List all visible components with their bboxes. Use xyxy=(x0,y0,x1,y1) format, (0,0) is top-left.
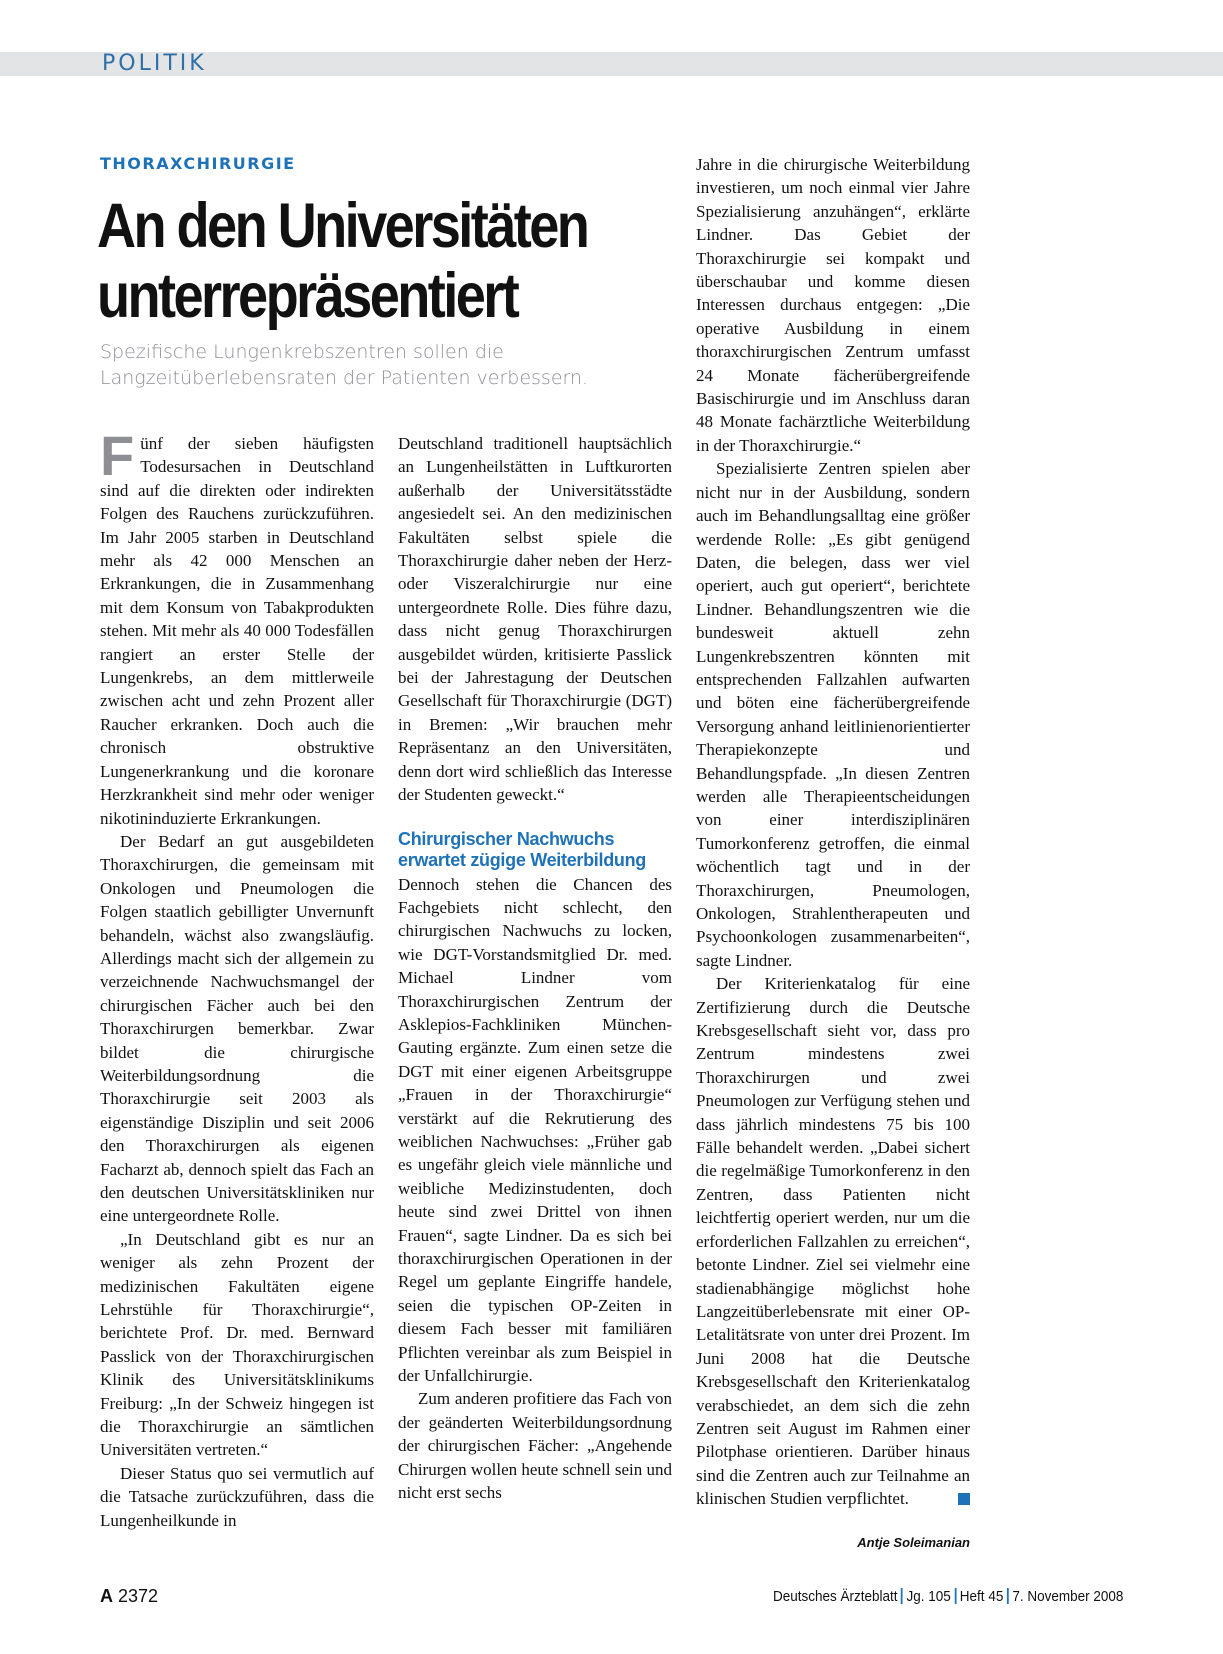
headline-line-2: unterrepräsentiert xyxy=(97,261,518,331)
footer-separator xyxy=(1007,1588,1009,1604)
paragraph: Dieser Status quo sei vermutlich auf die Tatsache zurückzuführen, dass die Lungenheilkunde in xyxy=(100,1463,374,1530)
section-label: POLITIK xyxy=(102,51,207,76)
column-2 xyxy=(398,432,672,1504)
footer-separator xyxy=(901,1588,903,1604)
column-1 xyxy=(100,424,374,1532)
paragraph: Der Bedarf an gut ausgebildeten Thoraxchirurgen, die gemeinsam mit Onkologen und Pneumologen die Folgen staatlich gebilligter Unvernunft behandeln, wächst also zwangsläufig. Allerdings macht sich der allgemein zu verzeichnende Nachwuchsmangel der chirurgischen Fächer auch bei den Thoraxchirurgen bemerkbar. Zwar bildet die chirurgische Weiterbildungsordnung die Thoraxchirurgie seit 2003 als eigenständige Disziplin und seit 2006 den Thoraxchirurgen als eigenen Facharzt ab, dennoch spielt das Fach an den deutschen Universitätskliniken nur eine untergeordnete Rolle. xyxy=(100,831,374,1226)
byline: Antje Soleimanian xyxy=(857,1535,970,1550)
journal-name: Deutsches Ärzteblatt xyxy=(772,1588,898,1605)
subheading xyxy=(398,829,672,871)
headline-line-1: An den Universitäten xyxy=(97,191,588,261)
article-deck: Spezifische Lungenkrebszentren sollen die Langzeitüberlebensraten der Patienten verbessern. xyxy=(100,341,589,389)
page-number-value: 2372 xyxy=(118,1586,159,1606)
page-prefix: A xyxy=(100,1586,113,1606)
paragraph: Jahre in die chirurgische Weiterbildung investieren, um noch einmal vier Jahre Spezialisierung anzuhängen“, erklärte Lindner. Das Gebiet der Thoraxchirurgie sei kompakt und überschaubar und komme diesen Interessen durchaus entgegen: „Die operative Ausbildung in einem thoraxchirurgischen Zentrum umfasst 24 Monate fächerübergreifende Basischirurgie und im Anschluss daran 48 Monate fachärztliche Weiterbildung in der Thoraxchirurgie.“ xyxy=(696,155,970,455)
paragraph: „In Deutschland gibt es nur an weniger als zehn Prozent der medizinischen Fakultäten eigene Lehrstühle für Thoraxchirurgie“, berichtete Prof. Dr. med. Bernward Passlick von der Thoraxchirurgischen Klinik des Universitätsklinikums Freiburg: „In der Schweiz hingegen ist die Thoraxchirurgie an sämtlichen Universitäten vertreten.“ xyxy=(100,1229,374,1460)
journal-volume: Jg. 105 xyxy=(906,1588,951,1605)
journal-footer xyxy=(773,1588,1123,1605)
journal-issue: Heft 45 xyxy=(959,1588,1003,1605)
journal-date: 7. November 2008 xyxy=(1011,1588,1123,1605)
paragraph: Dennoch stehen die Chancen des Fachgebiets nicht schlecht, den chirurgischen Nachwuchs zu locken, wie DGT-Vorstandsmitglied Dr. med. Michael Lindner vom Thoraxchirurgischen Zentrum der Asklepios-Fachkliniken München-Gauting ergänzte. Zum einen setze die DGT mit einer eigenen Arbeitsgruppe „Frauen in der Thoraxchirurgie“ verstärkt auf die Rekrutierung des weiblichen Nachwuchses: „Früher gab es ungefähr gleich viele männliche und weibliche Medizinstudenten, doch heute sind zwei Drittel von ihnen Frauen“, sagte Lindner. Da es sich bei thoraxchirurgischen Operationen in der Regel um geplante Eingriffe handele, seien die typischen OP-Zeiten in diesem Fach besser mit familiären Pflichten vereinbar als zum Beispiel in der Unfallchirurgie. xyxy=(398,874,672,1386)
paragraph: Zum anderen profitiere das Fach von der geänderten Weiterbildungsordnung der chirurgischen Fächer: „Angehende Chirurgen wollen heute schnell sein und nicht erst sechs xyxy=(398,1389,672,1503)
article-kicker: THORAXCHIRURGIE xyxy=(100,154,296,173)
drop-cap: F xyxy=(100,424,135,487)
footer-separator xyxy=(954,1588,956,1604)
paragraph xyxy=(696,972,970,1510)
paragraph-text: Der Kriterienkatalog für eine Zertifizierung durch die Deutsche Krebsgesellschaft sieht vor, dass pro Zentrum mindestens zwei Thoraxchirurgen und zwei Pneumologen zur Verfügung stehen und dass jährlich mindestens 75 bis 100 Fälle behandelt werden. „Dabei sichert die regelmäßige Tumorkonferenz in den Zentren, dass Patienten nicht leichtfertig operiert werden, nur um die erforderlichen Fallzahlen zu erreichen“, betonte Lindner. Ziel sei vielmehr eine stadienabhängige möglichst hohe Langzeitüberlebensrate mit einer OP-Letalitätsrate von unter drei Prozent. Im Juni 2008 hat die Deutsche Krebsgesellschaft den Kriterienkatalog verabschiedet, an dem sich die zehn Zentren seit August im Rahmen einer Pilotphase orientieren. Darüber hinaus sind die Zentren auch zur Teilnahme an klinischen Studien verpflichtet. xyxy=(696,974,970,1509)
column-3 xyxy=(696,153,970,1511)
paragraph xyxy=(100,424,374,830)
paragraph: Spezialisierte Zentren spielen aber nicht nur in der Ausbildung, sondern auch im Behandlungsalltag eine größer werdende Rolle: „Es gibt genügend Daten, die belegen, dass wer viel operiert, auch gut operiert“, berichtete Lindner. Behandlungszentren wie die bundesweit aktuell zehn Lungenkrebszentren könnten mit entsprechenden Fallzahlen aufwarten und böten eine fächerübergreifende Versorgung anhand leitlinienorientierter Therapiekonzepte und Behandlungspfade. „In diesen Zentren werden alle Therapieentscheidungen von einer interdisziplinären Tumorkonferenz getroffen, die einmal wöchentlich tagt und in der Thoraxchirurgen, Pneumologen, Onkologen, Strahlentherapeuten und Psychoonkologen zusammenarbeiten“, sagte Lindner. xyxy=(696,459,970,970)
paragraph-text: ünf der sieben häufigsten Todesursachen in Deutschland sind auf die direkten oder indirekten Folgen des Rauchens zurückzuführen. Im Jahr 2005 starben in Deutschland mehr als 42 000 Menschen an Erkrankungen, die in Zusammenhang mit dem Konsum von Tabakprodukten stehen. Mit mehr als 40 000 Todesfällen rangiert an erster Stelle der Lungenkrebs, an dem mittlerweile zwischen acht und zehn Prozent aller Raucher erkranken. Doch auch die chronisch obstruktive Lungenerkrankung und die koronare Herzkrankheit sind mehr oder weniger nikotininduzierte Erkrankungen. xyxy=(100,434,374,828)
end-mark-icon xyxy=(958,1493,970,1505)
subheading-line-2: erwartet zügige Weiterbildung xyxy=(398,849,646,870)
paragraph: Deutschland traditionell hauptsächlich an Lungenheilstätten in Luftkurorten außerhalb der Universitätsstädte angesiedelt sei. An den medizinischen Fakultäten selbst spiele die Thoraxchirurgie daher neben der Herz- oder Viszeralchirurgie nur eine untergeordnete Rolle. Dies führe dazu, dass nicht genug Thoraxchirurgen ausgebildet würden, kritisierte Passlick bei der Jahrestagung der Deutschen Gesellschaft für Thoraxchirurgie (DGT) in Bremen: „Wir brauchen mehr Repräsentanz an den Universitäten, denn dort wird schließlich das Interesse der Studenten geweckt.“ xyxy=(398,434,672,805)
subheading-line-1: Chirurgischer Nachwuchs xyxy=(398,828,615,849)
page-number xyxy=(100,1586,158,1607)
article-headline xyxy=(97,191,596,331)
